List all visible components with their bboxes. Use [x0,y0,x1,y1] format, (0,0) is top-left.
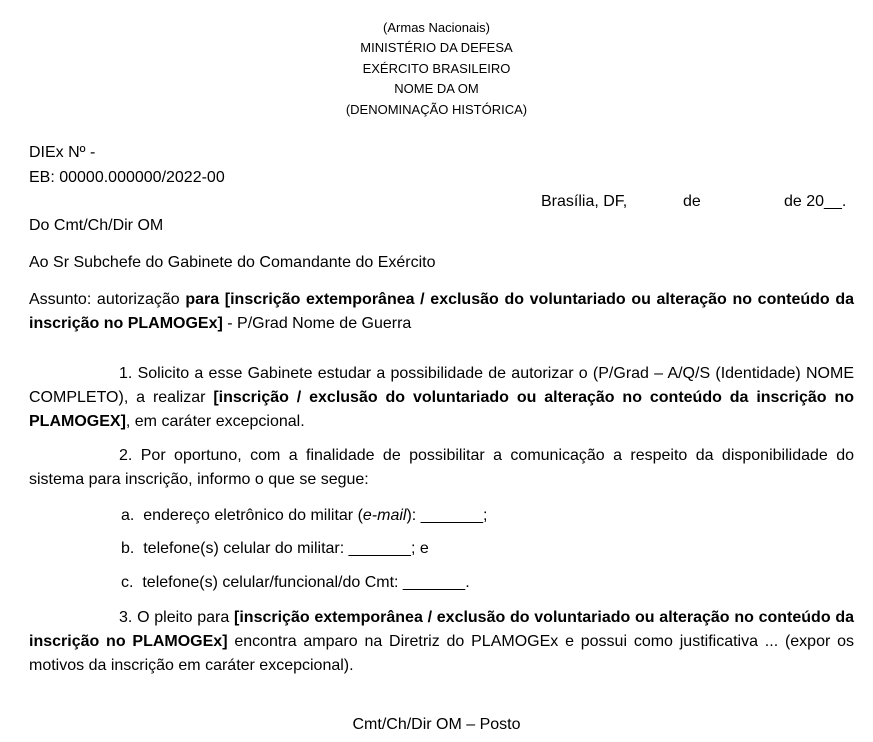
signature-line: Cmt/Ch/Dir OM – Posto [352,716,521,733]
list-item-label: a. [121,507,135,524]
date-month-sep: de [683,193,701,210]
paragraph-1-end: , em caráter excepcional. [125,413,305,430]
paragraph-1-bold: [inscrição / exclusão do voluntariado ou alteração no conteúdo da inscrição no PLAMOGEX] [29,389,855,430]
list-item-text: telefone(s) celular do militar: _______; e [143,540,429,557]
date-year: de 20__. [784,193,847,210]
eb-protocol: EB: 00000.000000/2022-00 [29,169,225,186]
paragraph-3 [29,606,854,678]
list-item-emphasis: e-mail [362,507,407,524]
paragraph-2 [29,444,854,492]
paragraph-1 [29,362,854,434]
list-item-text: endereço eletrônico do militar ( [143,507,363,524]
date-city: Brasília, DF, [541,193,628,210]
subject-bold: para [inscrição extemporânea / exclusão do voluntariado ou alteração no conteúdo da inscrição no PLAMOGEx] [29,291,854,332]
list-item-label: b. [121,540,135,557]
paragraph-3-text: 3. O pleito para [119,609,235,626]
header-army: EXÉRCITO BRASILEIRO [362,61,511,76]
paragraph-3-bold: [inscrição extemporânea / exclusão do voluntariado ou alteração no conteúdo da inscrição no PLAMOGEx] [29,609,855,650]
subject-paragraph [29,288,854,336]
list-item-label: c. [121,574,134,591]
list-item-text: telefone(s) celular/funcional/do Cmt: _______. [142,574,470,591]
recipient-line: Ao Sr Subchefe do Gabinete do Comandante do Exército [29,254,436,271]
list-item-phone [121,538,429,560]
paragraph-1-text: 1. Solicito a esse Gabinete estudar a possibilidade de autorizar o (P/Grad – A/Q/S (Identidade) NOME COMPLETO), a realizar [29,365,854,406]
sender-line: Do Cmt/Ch/Dir OM [29,217,164,234]
subject-suffix: - P/Grad Nome de Guerra [222,315,412,332]
paragraph-2-text: 2. Por oportuno, com a finalidade de possibilitar a comunicação a respeito da disponibilidade do sistema para inscrição, informo o que se segue: [29,447,854,488]
paragraph-3-end: encontra amparo na Diretriz do PLAMOGEx e possui como justificativa ... (expor os motivos da inscrição em caráter excepcional). [29,633,854,674]
list-item-cmt-phone [121,572,470,594]
list-item-end: ): _______; [406,507,488,524]
header-om-name: NOME DA OM [394,81,479,96]
header-arms: (Armas Nacionais) [383,20,490,35]
list-item-email [121,505,487,527]
header-historic-name: (DENOMINAÇÃO HISTÓRICA) [345,102,528,117]
diex-number: DIEx Nº - [29,144,96,161]
subject-prefix: Assunto: autorização [29,291,186,308]
header-ministry: MINISTÉRIO DA DEFESA [360,40,513,55]
